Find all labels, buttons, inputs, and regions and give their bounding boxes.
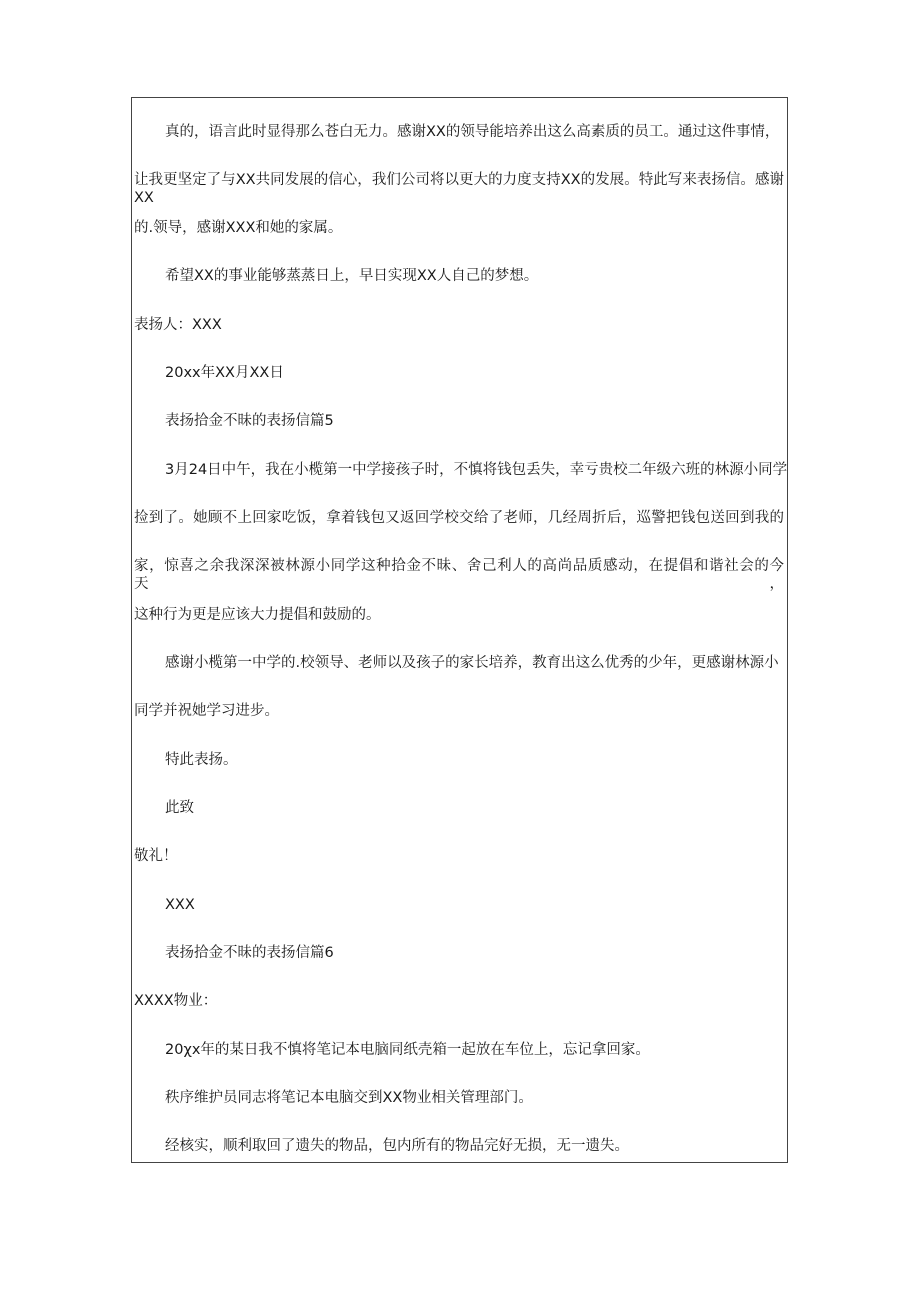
paragraph-line: 让我更坚定了与XX共同发展的信心，我们公司将以更大的力度支持XX的发展。特此写来表扬信。感谢XX (134, 172, 784, 206)
paragraph-line: 感谢小榄第一中学的.校领导、老师以及孩子的家长培养，教育出这么优秀的少年，更感谢林源小 (165, 655, 779, 671)
paragraph-line: 经核实，顺利取回了遗失的物品，包内所有的物品完好无损，无一遗失。 (165, 1138, 629, 1154)
date-line: 20xx年XX月XX日 (165, 365, 284, 381)
closing-line: 此致 (165, 800, 194, 816)
paragraph-line: 家，惊喜之余我深深被林源小同学这种拾金不昧、舍己利人的高尚品质感动，在提倡和谐社会的今天， (134, 558, 784, 592)
page-frame (131, 97, 788, 1163)
paragraph-line: 捡到了。她顾不上回家吃饭，拿着钱包又返回学校交给了老师，几经周折后，巡警把钱包送回到我的 (134, 510, 784, 526)
paragraph-line: 的.领导，感谢XXX和她的家属。 (134, 220, 343, 236)
section-heading: 表扬拾金不昧的表扬信篇6 (165, 945, 334, 961)
paragraph-line: 真的，语言此时显得那么苍白无力。感谢XX的领导能培养出这么高素质的员工。通过这件事情， (165, 124, 780, 140)
section-heading: 表扬拾金不昧的表扬信篇5 (165, 413, 334, 429)
signer-line: 表扬人：XXX (134, 317, 222, 333)
paragraph-line: 秩序维护员同志将笔记本电脑交到XX物业相关管理部门。 (165, 1090, 533, 1106)
paragraph-line: 这种行为更是应该大力提倡和鼓励的。 (134, 607, 381, 623)
signer-line: XXX (165, 897, 195, 913)
paragraph-line: 希望XX的事业能够蒸蒸日上，早日实现XX人自己的梦想。 (165, 268, 539, 284)
closing-line: 敬礼！ (134, 848, 178, 864)
salutation-line: XXXX物业： (134, 993, 218, 1009)
paragraph-line: 20χx年的某日我不慎将笔记本电脑同纸壳箱一起放在车位上，忘记拿回家。 (165, 1042, 650, 1058)
paragraph-line: 3月24日中午，我在小榄第一中学接孩子时，不慎将钱包丢失，幸亏贵校二年级六班的林源小同学 (165, 462, 788, 478)
paragraph-line: 同学并祝她学习进步。 (134, 703, 279, 719)
closing-line: 特此表扬。 (165, 752, 238, 768)
